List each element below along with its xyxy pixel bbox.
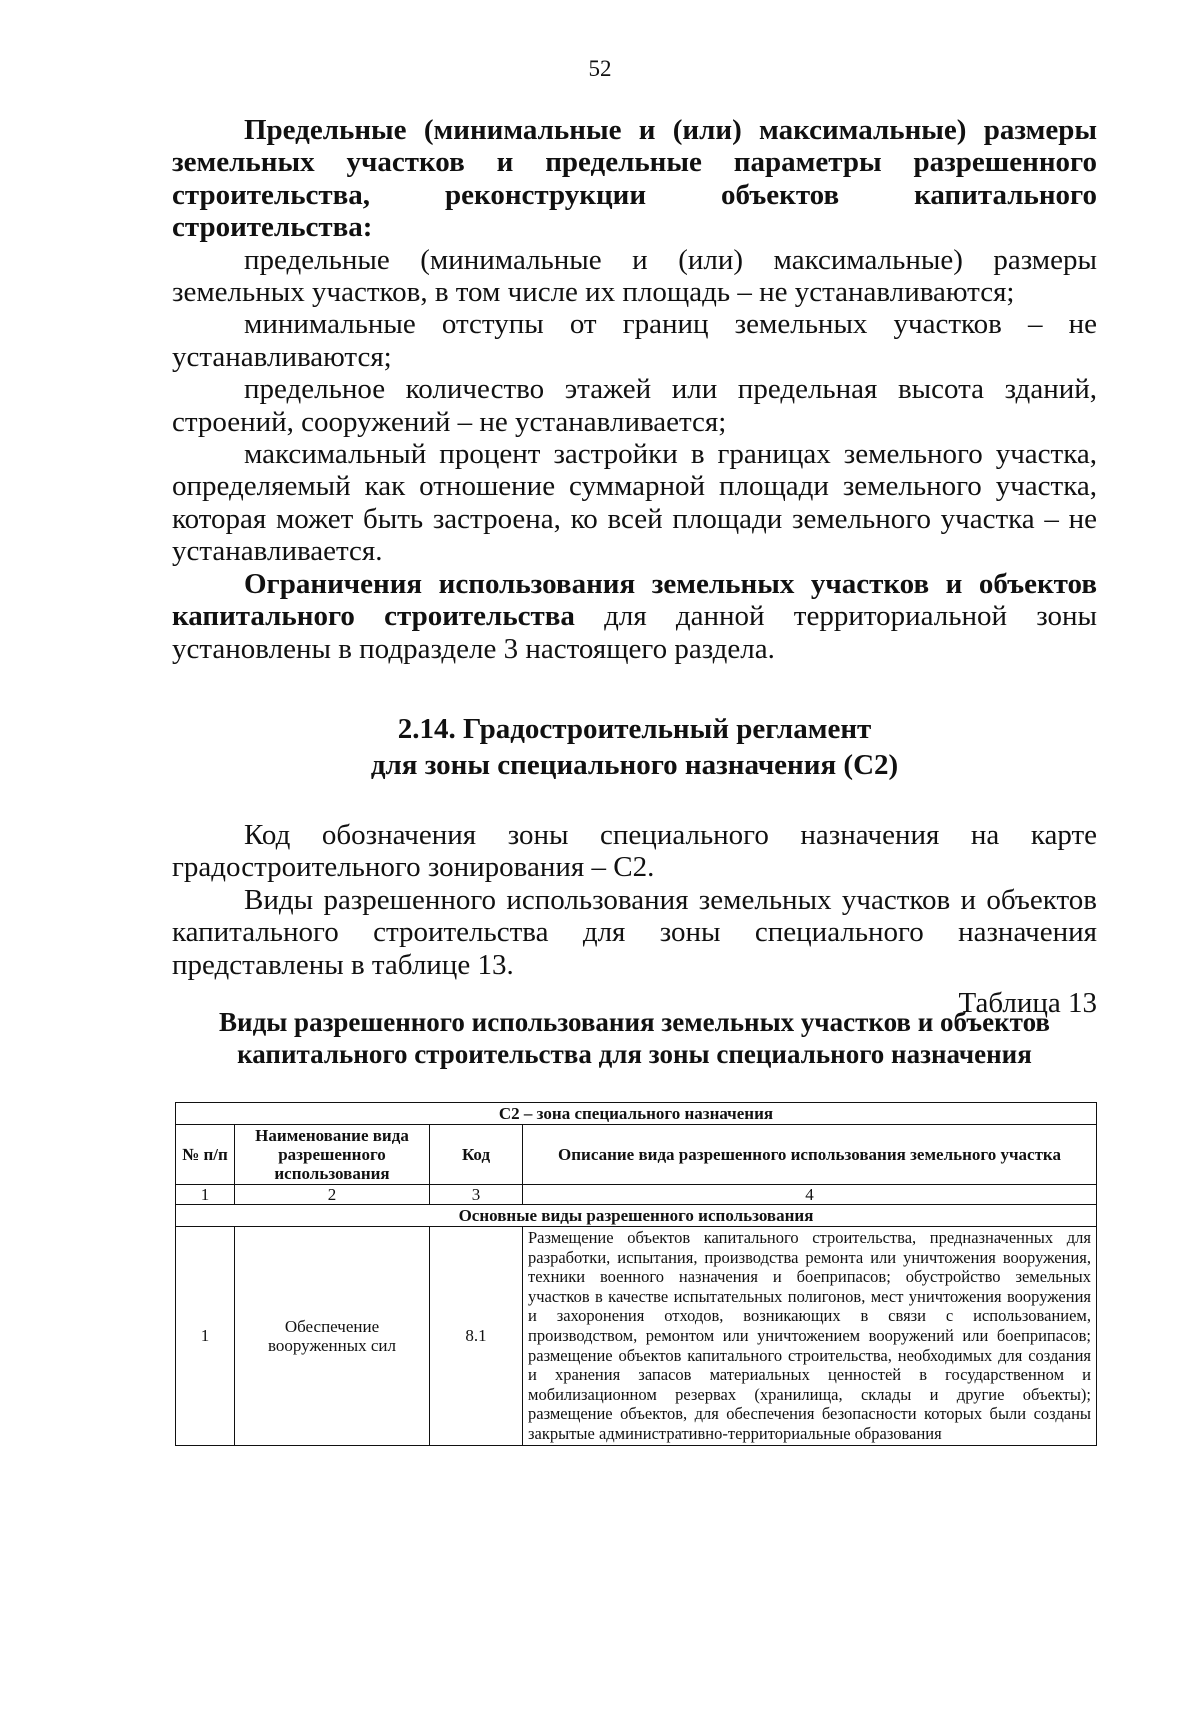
paragraph-restrictions — [172, 568, 1097, 665]
header-no: № п/п — [176, 1125, 235, 1185]
table-title-line2: капитального строительства для зоны специального назначения — [237, 1039, 1032, 1069]
paragraph-zone-code: Код обозначения зоны специального назначения на карте градостроительного зонирования – С2. — [172, 818, 1097, 884]
restrictions-bold: Ограничения использования земельных участков и объектов капитального строительства — [172, 567, 1097, 633]
row-no: 1 — [176, 1227, 235, 1446]
document-body — [172, 114, 1097, 1019]
column-number: 1 — [176, 1185, 235, 1205]
table-caption: С2 – зона специального назначения — [176, 1103, 1097, 1125]
page-number: 52 — [588, 56, 612, 81]
table-subheader-row — [176, 1205, 1097, 1227]
table-column-numbers-row — [176, 1185, 1097, 1205]
paragraph-usage-types: Виды разрешенного использования земельных участков и объектов капитального строительства для зоны специального назначения представлены в таблице 13. — [172, 883, 1097, 981]
paragraph-limits-heading: Предельные (минимальные и (или) максимальные) размеры земельных участков и предельные параметры разрешенного строительства, реконструкции объектов капитального строительства: — [172, 114, 1097, 244]
table-title — [172, 1006, 1097, 1070]
column-number: 3 — [430, 1185, 523, 1205]
table-title-line1: Виды разрешенного использования земельных участков и объектов — [219, 1007, 1050, 1037]
usage-table — [175, 1102, 1097, 1446]
section-title — [172, 711, 1097, 783]
table-caption-row — [176, 1103, 1097, 1125]
header-code: Код — [430, 1125, 523, 1185]
row-code: 8.1 — [430, 1227, 523, 1446]
table-subheader: Основные виды разрешенного использования — [176, 1205, 1097, 1227]
section-title-line1: 2.14. Градостроительный регламент — [397, 712, 872, 745]
header-name: Наименование вида разрешенного использования — [235, 1125, 430, 1185]
table-row — [176, 1227, 1097, 1446]
section-title-line2: для зоны специального назначения (С2) — [370, 748, 899, 781]
row-description: Размещение объектов капитального строительства, предназначенных для разработки, испытания, производства ремонта или уничтожения вооружения, техники военного назначения и боеприпасов; обустройство земельных участков в качестве испытательных полигонов, мест уничтожения вооружения и захоронения отходов, возникающих в связи с использованием, производством, ремонтом или уничтожением вооружений или боеприпасов; размещение объектов капитального строительства, необходимых для создания и хранения запасов материальных ценностей в государственном и мобилизационном резервах (хранилища, склады и другие объекты); размещение объектов, для обеспечения безопасности которых были созданы закрытые административно-территориальные образования — [523, 1227, 1097, 1446]
header-description: Описание вида разрешенного использования земельного участка — [523, 1125, 1097, 1185]
column-number: 4 — [523, 1185, 1097, 1205]
paragraph-build-percent: максимальный процент застройки в границах земельного участка, определяемый как отношение суммарной площади земельного участка, которая может быть застроена, ко всей площади земельного участка – не устанавливается. — [172, 438, 1097, 568]
paragraph-plot-sizes: предельные (минимальные и (или) максимальные) размеры земельных участков, в том числе их площадь – не устанавливаются; — [172, 243, 1097, 309]
table-header-row — [176, 1125, 1097, 1185]
column-number: 2 — [235, 1185, 430, 1205]
restrictions-rest: для данной территориальной зоны установлены в подразделе 3 настоящего раздела. — [172, 600, 1098, 665]
row-name: Обеспечение вооруженных сил — [235, 1227, 430, 1446]
table-label: Таблица 13 — [958, 986, 1097, 1019]
paragraph-floors: предельное количество этажей или предельная высота зданий, строений, сооружений – не устанавливается; — [172, 373, 1097, 438]
paragraph-setbacks: минимальные отступы от границ земельных участков – не устанавливаются; — [172, 308, 1097, 373]
